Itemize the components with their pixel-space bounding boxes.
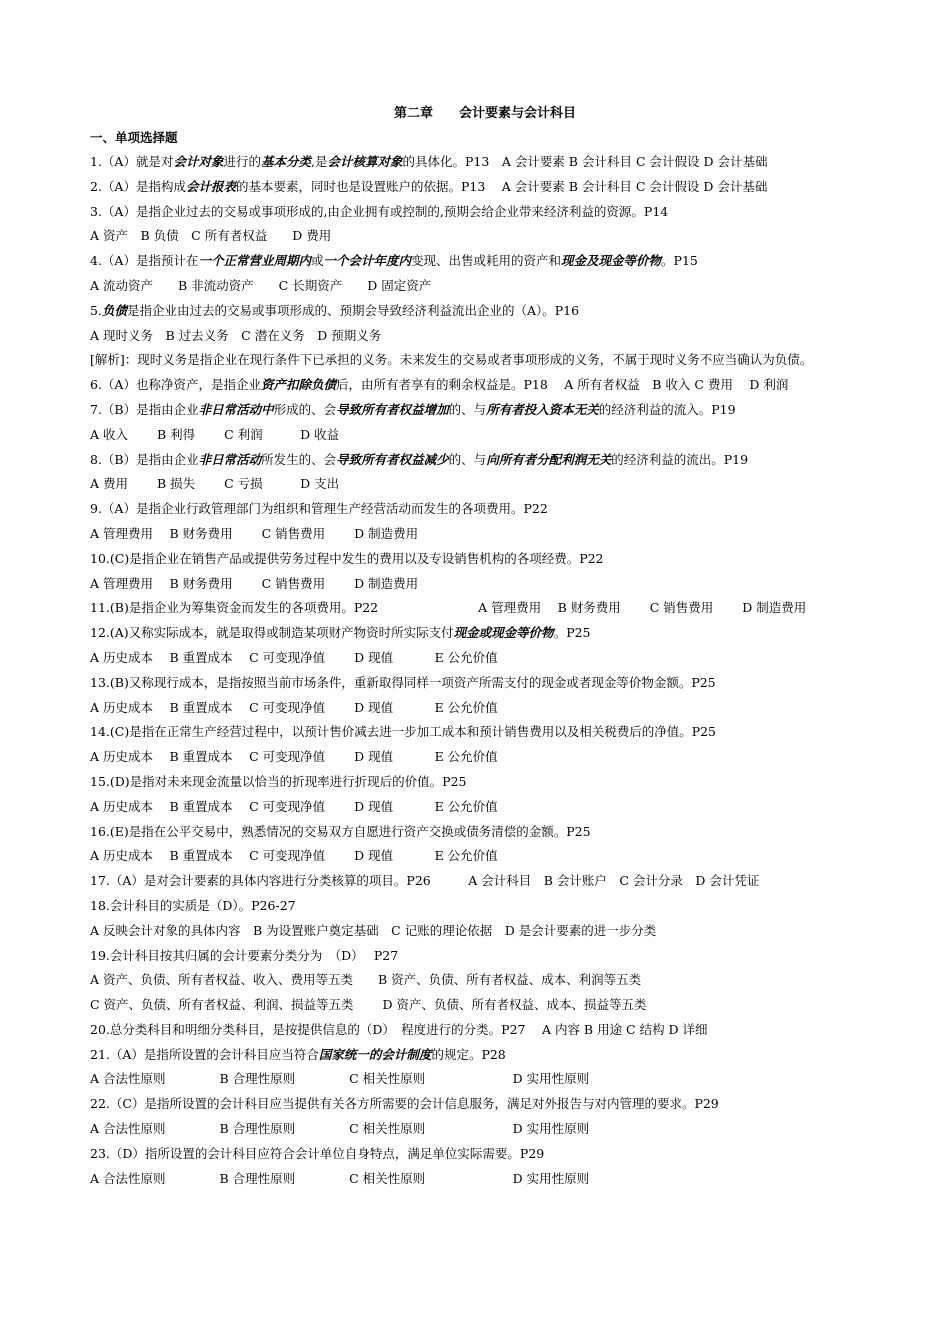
emphasis-text: 非日常活动 (198, 451, 262, 467)
text-line: 6.（A）也称净资产，是指企业资产扣除负债后，由所有者享有的剩余权益是。P18 A 所有者权益 B 收入 C 费用 D 利润 (90, 377, 789, 393)
section-heading: 一、单项选择题 (90, 130, 178, 145)
text-line: 13.(B)又称现行成本，是指按照当前市场条件，重新取得同样一项资产所需支付的现金或者现金等价物金额。P25 (90, 674, 716, 690)
emphasis-text: 一个正常营业周期内 (198, 253, 311, 269)
emphasis-text: 国家统一的会计制度 (318, 1046, 432, 1062)
text-line: A 费用 B 损失 C 亏损 D 支出 (90, 476, 340, 492)
emphasis-text: 非日常活动中 (198, 401, 274, 417)
text-line: A 历史成本 B 重置成本 C 可变现净值 D 现值 E 公允价值 (90, 798, 498, 814)
emphasis-text: 一个会计年度内 (323, 253, 412, 269)
emphasis-text: 基本分类 (261, 154, 312, 169)
text-line: A 历史成本 B 重置成本 C 可变现净值 D 现值 E 公允价值 (90, 649, 498, 665)
text-line: A 流动资产 B 非流动资产 C 长期资产 D 固定资产 (90, 277, 432, 293)
text-line: 12.(A)又称实际成本，就是取得或制造某项财产物资时所实际支付现金或现金等价物。P25 (90, 625, 591, 641)
text-line: A 历史成本 B 重置成本 C 可变现净值 D 现值 E 公允价值 (90, 699, 498, 715)
text-line: 16.(E)是指在公平交易中，熟悉情况的交易双方自愿进行资产交换或债务清偿的金额。P25 (90, 823, 591, 839)
emphasis-text: 现金及现金等价物 (561, 253, 662, 269)
text-line: 15.(D)是指对未来现金流量以恰当的折现率进行折现后的价值。P25 (90, 773, 467, 789)
text-line: 4.（A）是指预计在一个正常营业周期内或一个会计年度内变现、出售或耗用的资产和现金及现金等价物。P15 (90, 253, 698, 269)
text-line: A 反映会计对象的具体内容 B 为设置账户奠定基础 C 记账的理论依据 D 是会计要素的进一步分类 (90, 922, 657, 938)
text-line: A 合法性原则 B 合理性原则 C 相关性原则 D 实用性原则 (90, 1170, 590, 1186)
emphasis-text: 会计报表 (185, 178, 236, 194)
emphasis-text: 导致所有者权益增加 (336, 401, 449, 417)
text-line: A 历史成本 B 重置成本 C 可变现净值 D 现值 E 公允价值 (90, 749, 498, 765)
emphasis-text: 资产扣除负债 (260, 377, 336, 393)
text-line: 8.（B）是指由企业非日常活动所发生的、会导致所有者权益减少的、与向所有者分配利润无关的经济利益的流出。P19 (90, 451, 749, 467)
text-line: 11.(B)是指企业为筹集资金而发生的各项费用。P22 A 管理费用 B 财务费用 C 销售费用 D 制造费用 (90, 600, 807, 616)
text-line: A 资产、负债、所有者权益、收入、费用等五类 B 资产、负债、所有者权益、成本、利润等五类 (90, 972, 642, 988)
text-line: 9.（A）是指企业行政管理部门为组织和管理生产经营活动而发生的各项费用。P22 (90, 501, 548, 517)
text-line: [解析]：现时义务是指企业在现行条件下已承担的义务。未来发生的交易或者事项形成的义务，不属于现时义务不应当确认为负债。 (90, 352, 813, 368)
text-line: C 资产、负债、所有者权益、利润、损益等五类 D 资产、负债、所有者权益、成本、损益等五类 (90, 997, 647, 1013)
text-line: 7.（B）是指由企业非日常活动中形成的、会导致所有者权益增加的、与所有者投入资本无关的经济利益的流入。P19 (90, 401, 736, 417)
question-list (90, 150, 880, 1191)
emphasis-text: 导致所有者权益减少 (336, 451, 449, 467)
text-line: 20.总分类科目和明细分类科目，是按提供信息的（D） 程度进行的分类。P27 A 内容 B 用途 C 结构 D 详细 (90, 1021, 708, 1037)
text-line: 3.（A）是指企业过去的交易或事项形成的,由企业拥有或控制的,预期会给企业带来经济利益的资源。P14 (90, 203, 669, 219)
text-line: A 合法性原则 B 合理性原则 C 相关性原则 D 实用性原则 (90, 1071, 590, 1087)
text-line: 1.（A）就是对会计对象进行的基本分类,是会计核算对象的具体化。P13 A 会计要素 B 会计科目 C 会计假设 D 会计基础 (90, 154, 768, 169)
text-line: 10.(C)是指企业在销售产品或提供劳务过程中发生的费用以及专设销售机构的各项经费。P22 (90, 550, 604, 566)
text-line: 21.（A）是指所设置的会计科目应当符合国家统一的会计制度的规定。P28 (90, 1046, 506, 1062)
text-line: A 管理费用 B 财务费用 C 销售费用 D 制造费用 (90, 575, 419, 591)
chapter-title: 第二章 会计要素与会计科目 (393, 106, 576, 121)
emphasis-text: 会计对象 (173, 154, 224, 169)
text-line: 19.会计科目按其归属的会计要素分类分为 （D） P27 (90, 947, 399, 963)
text-line: 5.负债是指企业由过去的交易或事项形成的、预期会导致经济利益流出企业的（A）。P16 (90, 302, 580, 318)
text-line: A 资产 B 负债 C 所有者权益 D 费用 (90, 228, 332, 244)
text-line: A 合法性原则 B 合理性原则 C 相关性原则 D 实用性原则 (90, 1121, 590, 1137)
text-line: A 收入 B 利得 C 利润 D 收益 (90, 426, 340, 442)
emphasis-text: 所有者投入资本无关 (486, 401, 599, 417)
text-line: 18.会计科目的实质是（D）。P26-27 (90, 897, 296, 913)
emphasis-text: 会计核算对象 (327, 154, 403, 169)
text-line: A 管理费用 B 财务费用 C 销售费用 D 制造费用 (90, 525, 419, 541)
text-line: 17.（A）是对会计要素的具体内容进行分类核算的项目。P26 A 会计科目 B 会计账户 C 会计分录 D 会计凭证 (90, 873, 760, 889)
text-line: 14.(C)是指在正常生产经营过程中，以预计售价减去进一步加工成本和预计销售费用以及相关税费后的净值。P25 (90, 724, 717, 740)
text-line: 2.（A）是指构成会计报表的基本要素，同时也是设置账户的依据。P13 A 会计要素 B 会计科目 C 会计假设 D 会计基础 (90, 178, 768, 194)
text-line: 23.（D）指所设置的会计科目应符合会计单位自身特点，满足单位实际需要。P29 (90, 1145, 545, 1161)
text-line: 22.（C）是指所设置的会计科目应当提供有关各方所需要的会计信息服务，满足对外报告与对内管理的要求。P29 (90, 1096, 719, 1112)
emphasis-text: 负债 (101, 302, 127, 318)
emphasis-text: 向所有者分配利润无关 (486, 451, 612, 467)
text-line: A 历史成本 B 重置成本 C 可变现净值 D 现值 E 公允价值 (90, 848, 498, 864)
text-line: A 现时义务 B 过去义务 C 潜在义务 D 预期义务 (90, 327, 382, 343)
document-page (90, 102, 880, 1191)
emphasis-text: 现金或现金等价物 (453, 625, 554, 641)
